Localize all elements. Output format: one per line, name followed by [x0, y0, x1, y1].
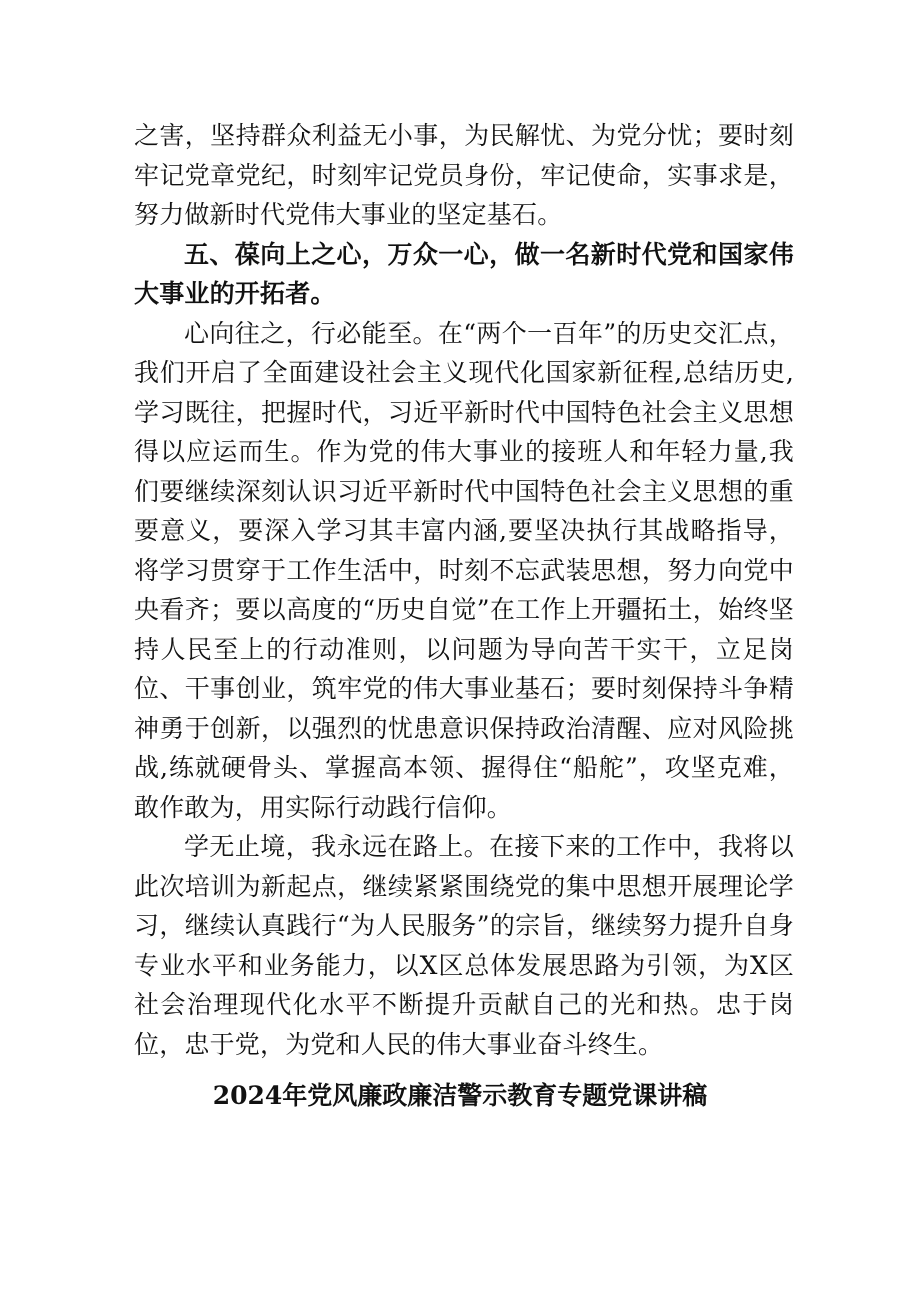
document-body — [134, 116, 794, 1064]
section-heading-5: 五、葆向上之心，万众一心，做一名新时代党和国家伟大事业的开拓者。 — [134, 239, 794, 308]
paragraph-conclusion: 学无止境，我永远在路上。在接下来的工作中，我将以此次培训为新起点，继续紧紧围绕党的集中思想开展理论学习，继续认真践行“为人民服务”的宗旨，继续努力提升自身专业水平和业务能力，以X区总体发展思路为引领，为X区社会治理现代化水平不断提升贡献自己的光和热。忠于岗位，忠于党，为党和人民的伟大事业奋斗终生。 — [134, 832, 794, 1059]
paragraph-section-5: 心向往之，行必能至。在“两个一百年”的历史交汇点，我们开启了全面建设社会主义现代化国家新征程,总结历史,学习既往，把握时代，习近平新时代中国特色社会主义思想得以应运而生。作为党的伟大事业的接班人和年轻力量,我们要继续深刻认识习近平新时代中国特色社会主义思想的重要意义，要深入学习其丰富内涵,要坚决执行其战略指导，将学习贯穿于工作生活中，时刻不忘武装思想，努力向党中央看齐；要以高度的“历史自觉”在工作上开疆拓土，始终坚持人民至上的行动准则，以问题为导向苦干实干，立足岗位、干事创业，筑牢党的伟大事业基石；要时刻保持斗争精神勇于创新，以强烈的忧患意识保持政治清醒、应对风险挑战,练就硬骨头、掌握高本领、握得住“船舵”，攻坚克难，敢作敢为，用实际行动践行信仰。 — [134, 318, 794, 822]
next-document-title: 2024年党风廉政廉洁警示教育专题党课讲稿 — [212, 1081, 708, 1110]
paragraph-continued: 之害，坚持群众利益无小事，为民解忧、为党分忧；要时刻牢记党章党纪，时刻牢记党员身份，牢记使命，实事求是，努力做新时代党伟大事业的坚定基石。 — [134, 121, 794, 229]
